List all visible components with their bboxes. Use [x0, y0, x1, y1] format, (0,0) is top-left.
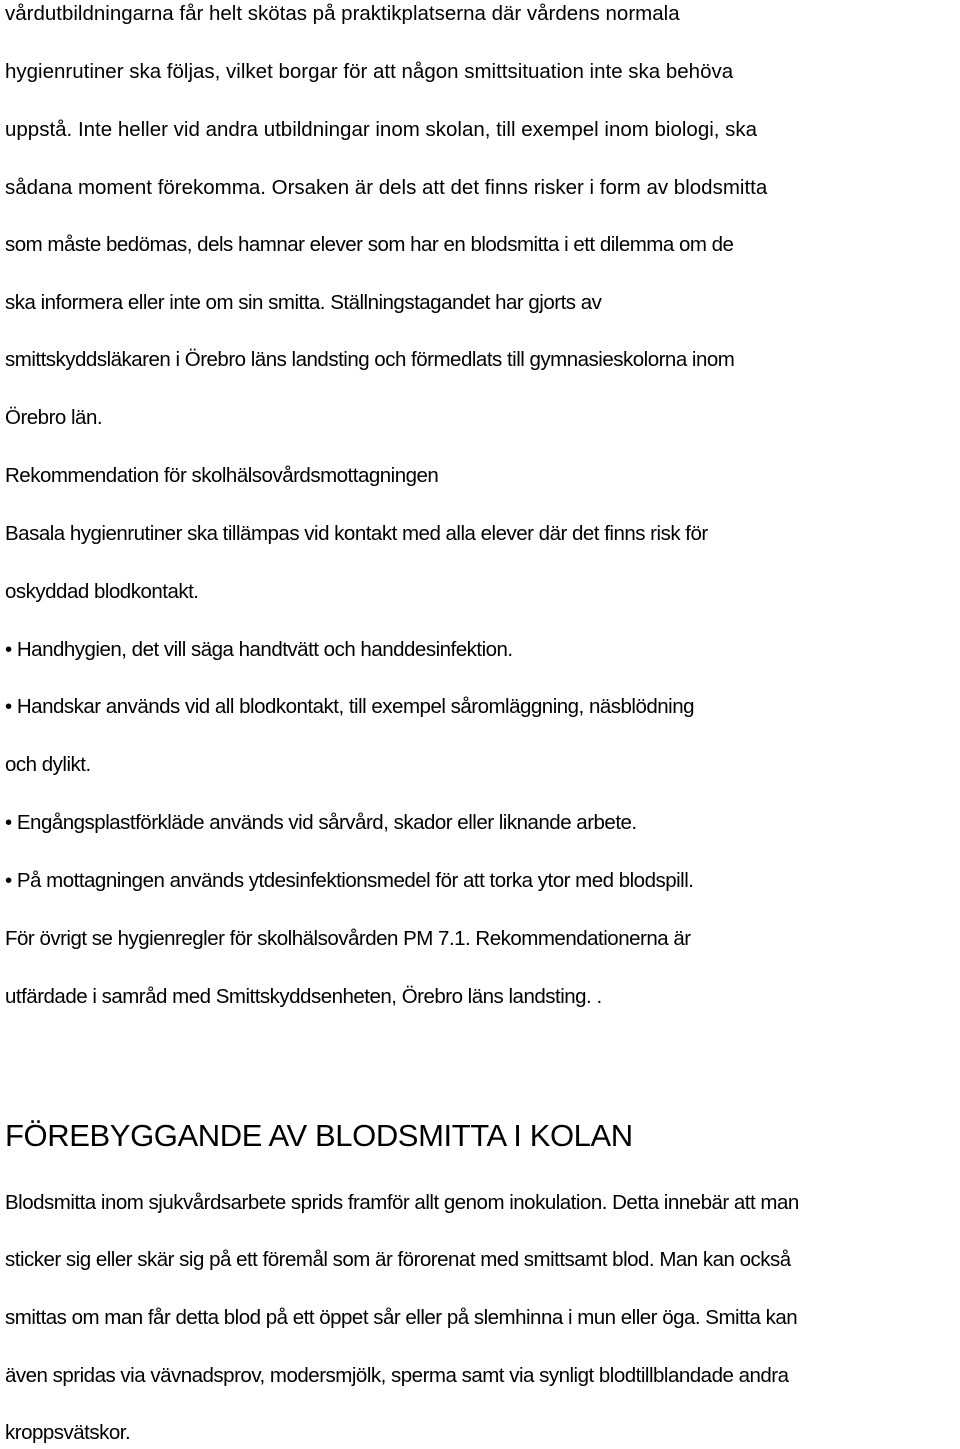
text-line: Basala hygienrutiner ska tillämpas vid kontakt med alla elever där det finns risk för — [5, 522, 708, 545]
text-line: utfärdade i samråd med Smittskyddsenheten, Örebro läns landsting. . — [5, 985, 602, 1008]
text-segment: sådana moment förekomma. — [5, 176, 266, 199]
text-line: kroppsvätskor. — [5, 1421, 131, 1444]
text-line: sticker sig eller skär sig på ett föremål som är förorenat med smittsamt blod. Man kan också — [5, 1248, 791, 1271]
text-line: som måste bedömas, dels hamnar elever som har en blodsmitta i ett dilemma om de — [5, 233, 734, 256]
text-line: Blodsmitta inom sjukvårdsarbete sprids framför allt genom inokulation. Detta innebär att man — [5, 1191, 799, 1214]
subheading: Rekommendation för skolhälsovårdsmottagningen — [5, 464, 439, 487]
text-line: Örebro län. — [5, 406, 103, 429]
bullet-item: • Engångsplastförkläde används vid sårvård, skador eller liknande arbete. — [5, 811, 637, 834]
text-line: uppstå. Inte heller vid andra utbildningar inom skolan, till exempel inom biologi, ska — [5, 118, 758, 141]
text-line — [5, 175, 767, 201]
bullet-item: • Handskar används vid all blodkontakt, till exempel såromläggning, näsblödning — [5, 695, 695, 718]
bullet-item: • På mottagningen används ytdesinfektionsmedel för att torka ytor med blodspill. — [5, 869, 694, 892]
text-line: och dylikt. — [5, 753, 91, 776]
text-segment: Orsaken är dels att det finns risker i form av blodsmitta — [265, 176, 768, 199]
section-heading: FÖREBYGGANDE AV BLODSMITTA I KOLAN — [5, 1118, 633, 1153]
text-line: även spridas via vävnadsprov, modersmjölk, sperma samt via synligt blodtillblandade andra — [5, 1364, 789, 1387]
text-line: smittskyddsläkaren i Örebro läns landsting och förmedlats till gymnasieskolorna inom — [5, 348, 735, 371]
text-line: ska informera eller inte om sin smitta. Ställningstagandet har gjorts av — [5, 291, 602, 314]
text-line: smittas om man får detta blod på ett öppet sår eller på slemhinna i mun eller öga. Smitta kan — [5, 1306, 798, 1329]
bullet-item: • Handhygien, det vill säga handtvätt och handdesinfektion. — [5, 638, 513, 661]
text-line: hygienrutiner ska följas, vilket borgar för att någon smittsituation inte ska behöva — [5, 60, 734, 83]
text-line: vårdutbildningarna får helt skötas på praktikplatserna där vårdens normala — [5, 2, 680, 25]
text-line: oskyddad blodkontakt. — [5, 580, 199, 603]
text-line: För övrigt se hygienregler för skolhälsovården PM 7.1. Rekommendationerna är — [5, 927, 691, 950]
